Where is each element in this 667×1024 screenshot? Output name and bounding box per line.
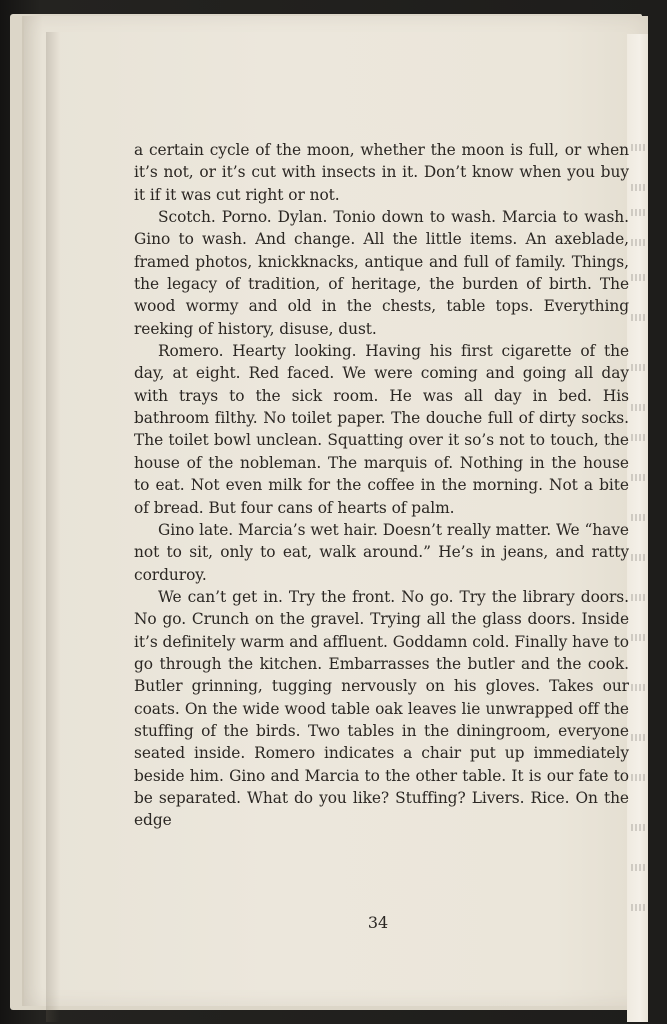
paragraph: Scotch. Porno. Dylan. Tonio down to wash. Marcia to wash. Gino to wash. And change. All the little items. An axeblade, framed photos, knickknacks, antique and full of family. Things, the legacy of tradition, of heritage, the burden of birth. The wood wormy and old in the chests, table tops. Everything reeking of history, disuse, dust. [134,208,629,338]
page-number: 34 [367,913,389,932]
next-page-edge [627,34,648,1022]
gutter-shadow [46,32,60,1022]
paragraph: Romero. Hearty looking. Having his first cigarette of the day, at eight. Red faced. We were coming and going all day with trays to the sick room. He was all day in bed. His bathroom filthy. No toilet paper. The douche full of dirty socks. The toilet bowl unclean. Squatting over it so’s not to touch, the house of the nobleman. The marquis of. Nothing in the house to eat. Not even milk for the coffee in the morning. Not a bite of bread. But four cans of hearts of palm. [134,342,629,517]
paragraph: a certain cycle of the moon, whether the moon is full, or when it’s not, or it’s cut with insects in it. Don’t know when you buy it if it was cut right or not. [134,141,629,204]
body-text [134,139,629,832]
paragraph: We can’t get in. Try the front. No go. Try the library doors. No go. Crunch on the gravel. Trying all the glass doors. Inside it’s definitely warm and affluent. Goddamn cold. Finally have to go through the kitchen. Embarrasses the butler and the cook. Butler grinning, tugging nervously on his gloves. Takes our coats. On the wide wood table oak leaves lie unwrapped off the stuffing of the birds. Two tables in the diningroom, everyone seated inside. Romero indicates a chair put up immediately beside him. Gino and Marcia to the other table. It is our fate to be separated. What do you like? Stuffing? Livers. Rice. On the edge [134,587,629,830]
paragraph: Gino late. Marcia’s wet hair. Doesn’t really matter. We “have not to sit, only to eat, walk around.” He’s in jeans, and ratty corduroy. [134,520,629,584]
